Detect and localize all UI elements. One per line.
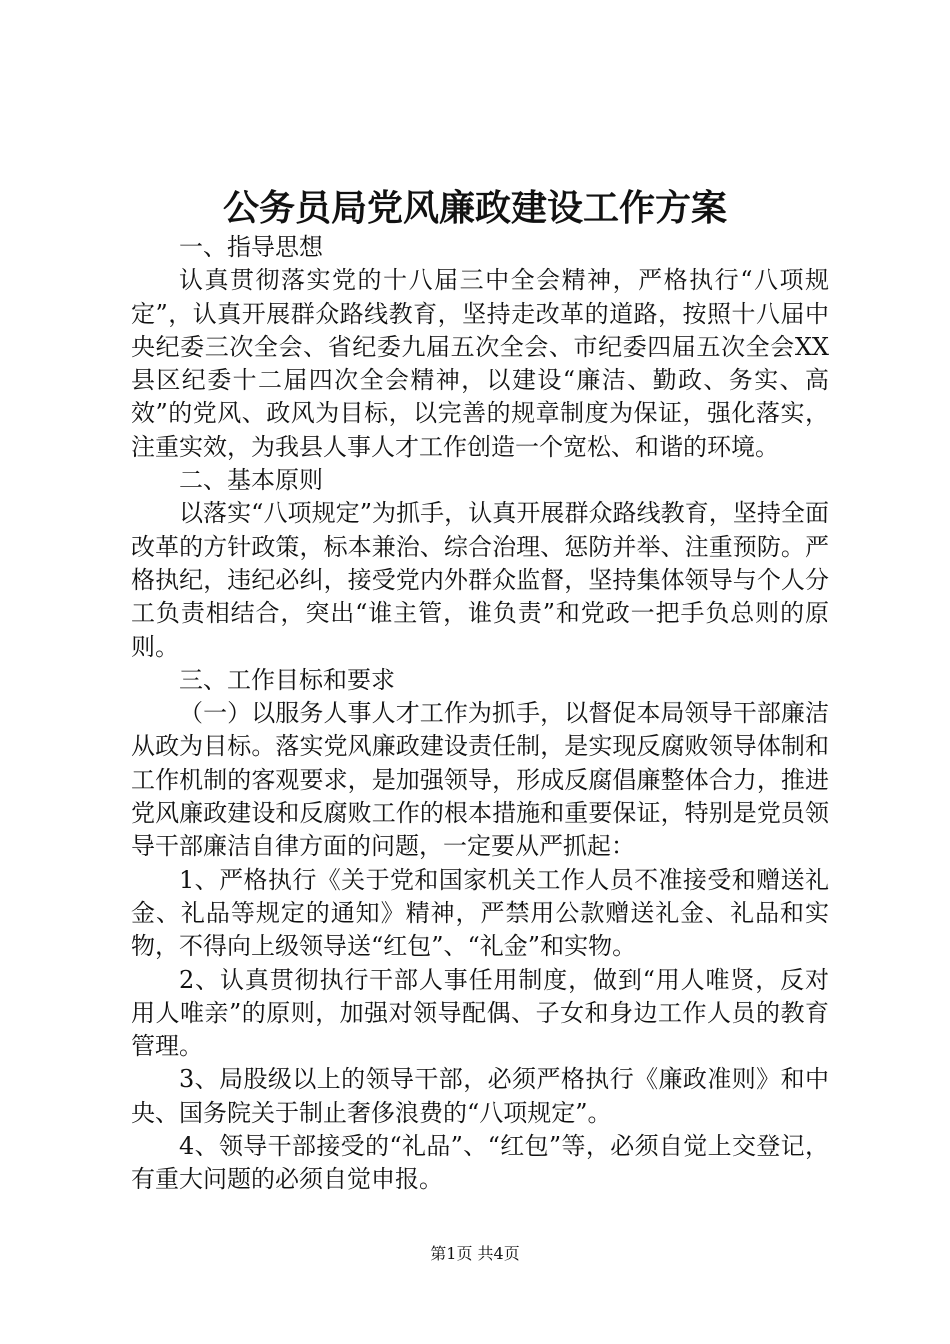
paragraph-guiding-ideology: 认真贯彻落实党的十八届三中全会精神，严格执行“八项规定”，认真开展群众路线教育，坚持走改革的道路，按照十八届中央纪委三次全会、省纪委九届五次全会、市纪委四届五次全会XX县区纪委十二届四次全会精神，以建设“廉洁、勤政、务实、高效”的党风、政风为目标，以完善的规章制度为保证，强化落实，注重实效，为我县人事人才工作创造一个宽松、和谐的环境。 xyxy=(131,266,829,461)
document-title: 公务员局党风廉政建设工作方案 xyxy=(222,187,727,229)
paragraph-goal-one: （一）以服务人事人才工作为抓手，以督促本局领导干部廉洁从政为目标。落实党风廉政建设责任制，是实现反腐败领导体制和工作机制的客观要求，是加强领导，形成反腐倡廉整体合力，推进党风廉政建设和反腐败工作的根本措施和重要保证，特别是党员领导干部廉洁自律方面的问题，一定要从严抓起： xyxy=(131,699,829,861)
section-heading-goals-requirements: 三、工作目标和要求 xyxy=(179,665,395,694)
list-item-1: 1、严格执行《关于党和国家机关工作人员不准接受和赠送礼金、礼品等规定的通知》精神，严禁用公款赠送礼金、礼品和实物，不得向上级领导送“红包”、“礼金”和实物。 xyxy=(131,865,829,961)
page-footer: 第1页 共4页 xyxy=(430,1244,520,1263)
section-heading-basic-principles: 二、基本原则 xyxy=(179,466,323,495)
document-body xyxy=(131,231,829,1197)
list-item-3: 3、局股级以上的领导干部，必须严格执行《廉政准则》和中央、国务院关于制止奢侈浪费的“八项规定”。 xyxy=(131,1065,829,1127)
list-item-2: 2、认真贯彻执行干部人事任用制度，做到“用人唯贤，反对用人唯亲”的原则，加强对领导配偶、子女和身边工作人员的教育管理。 xyxy=(131,965,829,1061)
list-item-4: 4、领导干部接受的“礼品”、“红包”等，必须自觉上交登记，有重大问题的必须自觉申报。 xyxy=(131,1132,829,1194)
section-heading-guiding-ideology: 一、指导思想 xyxy=(179,233,323,261)
paragraph-basic-principles: 以落实“八项规定”为抓手，认真开展群众路线教育，坚持全面改革的方针政策，标本兼治、综合治理、惩防并举、注重预防。严格执纪，违纪必纠，接受党内外群众监督，坚持集体领导与个人分工负责相结合，突出“谁主管，谁负责”和党政一把手负总则的原则。 xyxy=(131,499,829,661)
